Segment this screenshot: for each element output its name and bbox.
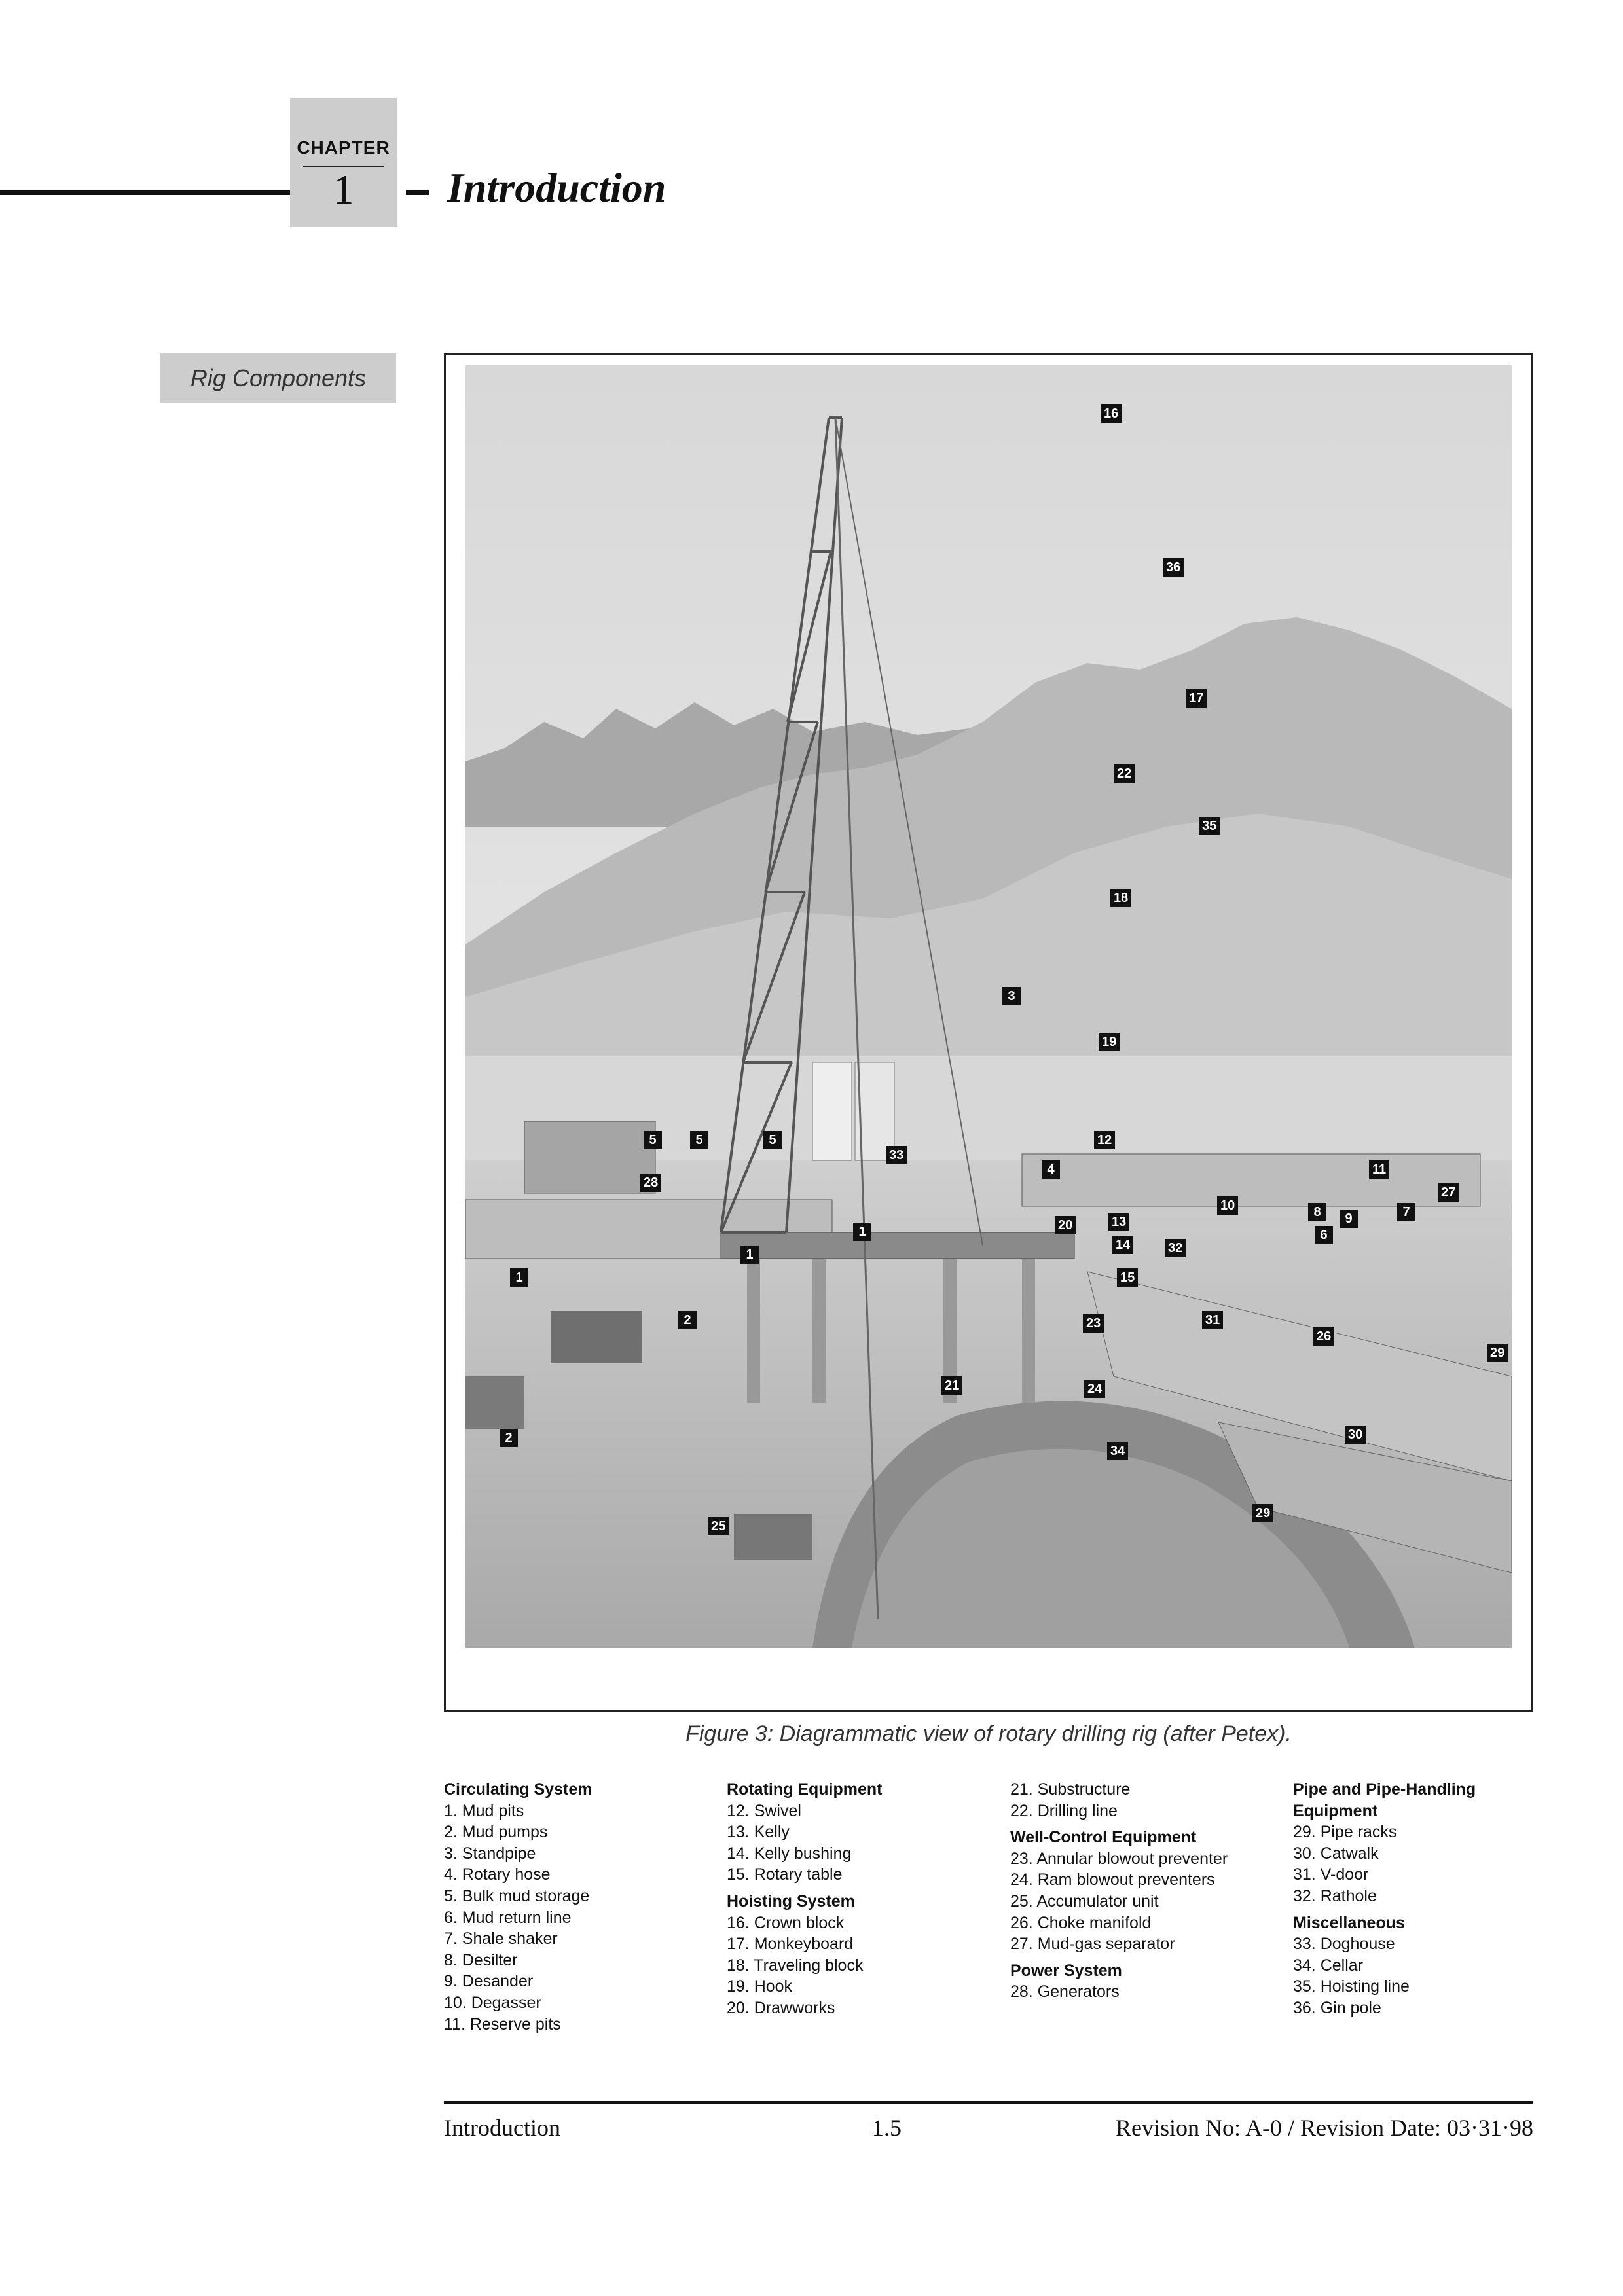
legend-item: 17. Monkeyboard [727, 1935, 854, 1954]
legend-item: 8. Desilter [444, 1950, 518, 1969]
callout-23: 23 [1083, 1314, 1104, 1333]
legend-heading: Pipe and Pipe-Handling [1293, 1780, 1476, 1799]
legend-item: 7. Shale shaker [444, 1929, 558, 1948]
legend-item: 24. Ram blowout preventers [1010, 1871, 1215, 1890]
callout-30: 30 [1345, 1426, 1366, 1444]
legend-item: 22. Drilling line [1010, 1801, 1118, 1820]
legend-item: 4. Rotary hose [444, 1865, 551, 1884]
callout-2b: 2 [500, 1429, 518, 1447]
legend-item: 26. Choke manifold [1010, 1913, 1152, 1932]
legend-item: 33. Doghouse [1293, 1935, 1395, 1954]
legend-item: 3. Standpipe [444, 1844, 536, 1863]
legend-heading: Equipment [1293, 1801, 1378, 1820]
callout-32: 32 [1165, 1239, 1186, 1257]
callout-17: 17 [1186, 689, 1207, 708]
legend-item: 29. Pipe racks [1293, 1823, 1397, 1842]
callout-6: 6 [1315, 1226, 1333, 1244]
legend-column-4 [1293, 1779, 1476, 2019]
legend-heading: Miscellaneous [1293, 1913, 1405, 1932]
footer-revision: Revision No: A-0 / Revision Date: 03·31·98 [1116, 2115, 1533, 2141]
legend-item: 32. Rathole [1293, 1886, 1377, 1905]
callout-1c: 1 [853, 1223, 871, 1241]
legend-item: 25. Accumulator unit [1010, 1892, 1159, 1910]
callout-5c: 5 [763, 1131, 782, 1149]
legend-item: 21. Substructure [1010, 1780, 1131, 1799]
callout-25: 25 [708, 1517, 729, 1535]
footer-section: Introduction [444, 2115, 560, 2141]
callout-34: 34 [1107, 1442, 1128, 1460]
callout-21: 21 [941, 1376, 962, 1395]
callout-1b: 1 [740, 1246, 759, 1264]
callout-19: 19 [1099, 1033, 1120, 1051]
callout-7: 7 [1397, 1203, 1415, 1221]
callout-22: 22 [1114, 764, 1135, 783]
callout-8: 8 [1308, 1203, 1326, 1221]
footer-page-number: 1.5 [872, 2115, 902, 2141]
callout-15: 15 [1117, 1268, 1138, 1287]
legend-item: 23. Annular blowout preventer [1010, 1849, 1228, 1868]
callout-27: 27 [1438, 1183, 1459, 1202]
rig-drawing [446, 355, 1531, 1710]
legend-column-1 [444, 1779, 592, 2035]
legend-item: 11. Reserve pits [444, 2015, 561, 2034]
callout-14: 14 [1112, 1236, 1133, 1254]
legend-item: 10. Degasser [444, 1993, 541, 2012]
callout-10: 10 [1217, 1196, 1238, 1215]
callout-4: 4 [1042, 1160, 1060, 1179]
callout-9: 9 [1340, 1210, 1358, 1228]
legend-item: 12. Swivel [727, 1801, 801, 1820]
callout-29b: 29 [1252, 1504, 1273, 1522]
legend-item: 16. Crown block [727, 1913, 845, 1932]
legend-item: 15. Rotary table [727, 1865, 843, 1884]
callout-20: 20 [1055, 1216, 1076, 1234]
legend-item: 20. Drawworks [727, 1998, 835, 2017]
legend-heading: Rotating Equipment [727, 1780, 883, 1799]
callout-18: 18 [1110, 889, 1131, 907]
legend-item: 5. Bulk mud storage [444, 1886, 590, 1905]
callout-1a: 1 [510, 1268, 528, 1287]
legend-item: 2. Mud pumps [444, 1823, 548, 1842]
header-rule-left [0, 190, 290, 195]
callout-16: 16 [1101, 404, 1122, 423]
callout-28: 28 [640, 1174, 661, 1192]
callout-2a: 2 [678, 1311, 697, 1329]
legend-item: 14. Kelly bushing [727, 1844, 852, 1863]
callout-35: 35 [1199, 817, 1220, 835]
legend-item: 31. V-door [1293, 1865, 1369, 1884]
legend-heading: Circulating System [444, 1780, 593, 1799]
legend-item: 9. Desander [444, 1972, 534, 1991]
legend-item: 28. Generators [1010, 1982, 1120, 2001]
legend-item: 1. Mud pits [444, 1801, 524, 1820]
callout-26: 26 [1313, 1327, 1334, 1346]
callout-36: 36 [1163, 558, 1184, 577]
section-tag: Rig Components [160, 353, 396, 403]
legend-heading: Well-Control Equipment [1010, 1828, 1197, 1847]
callout-29a: 29 [1487, 1344, 1508, 1362]
callout-24: 24 [1084, 1380, 1105, 1398]
callout-31: 31 [1202, 1311, 1223, 1329]
callout-33: 33 [886, 1146, 907, 1164]
footer-rule [444, 2101, 1533, 2104]
legend-item: 19. Hook [727, 1977, 793, 1996]
legend-item: 18. Traveling block [727, 1956, 864, 1975]
rig-illustration [444, 353, 1533, 1712]
callout-11: 11 [1369, 1160, 1389, 1179]
chapter-word: CHAPTER [297, 137, 390, 158]
chapter-number: 1 [333, 166, 354, 213]
callout-5a: 5 [644, 1131, 662, 1149]
callout-13: 13 [1108, 1213, 1129, 1231]
legend-item: 30. Catwalk [1293, 1844, 1379, 1863]
legend-column-2 [727, 1779, 882, 2019]
legend-heading: Power System [1010, 1961, 1122, 1980]
callout-12: 12 [1094, 1131, 1115, 1149]
legend-column-3 [1010, 1779, 1228, 2003]
legend-heading: Hoisting System [727, 1892, 855, 1910]
legend-item: 35. Hoisting line [1293, 1977, 1410, 1996]
legend-item: 36. Gin pole [1293, 1998, 1381, 2017]
legend-item: 34. Cellar [1293, 1956, 1363, 1975]
figure-caption: Figure 3: Diagrammatic view of rotary drilling rig (after Petex). [685, 1721, 1292, 1746]
header-rule-right [406, 190, 429, 195]
legend-item: 6. Mud return line [444, 1908, 572, 1927]
callout-3: 3 [1002, 987, 1021, 1005]
legend-item: 27. Mud-gas separator [1010, 1935, 1175, 1954]
chapter-title: Introduction [447, 164, 666, 211]
chapter-badge [290, 98, 397, 227]
callout-5b: 5 [690, 1131, 708, 1149]
legend-item: 13. Kelly [727, 1823, 790, 1842]
